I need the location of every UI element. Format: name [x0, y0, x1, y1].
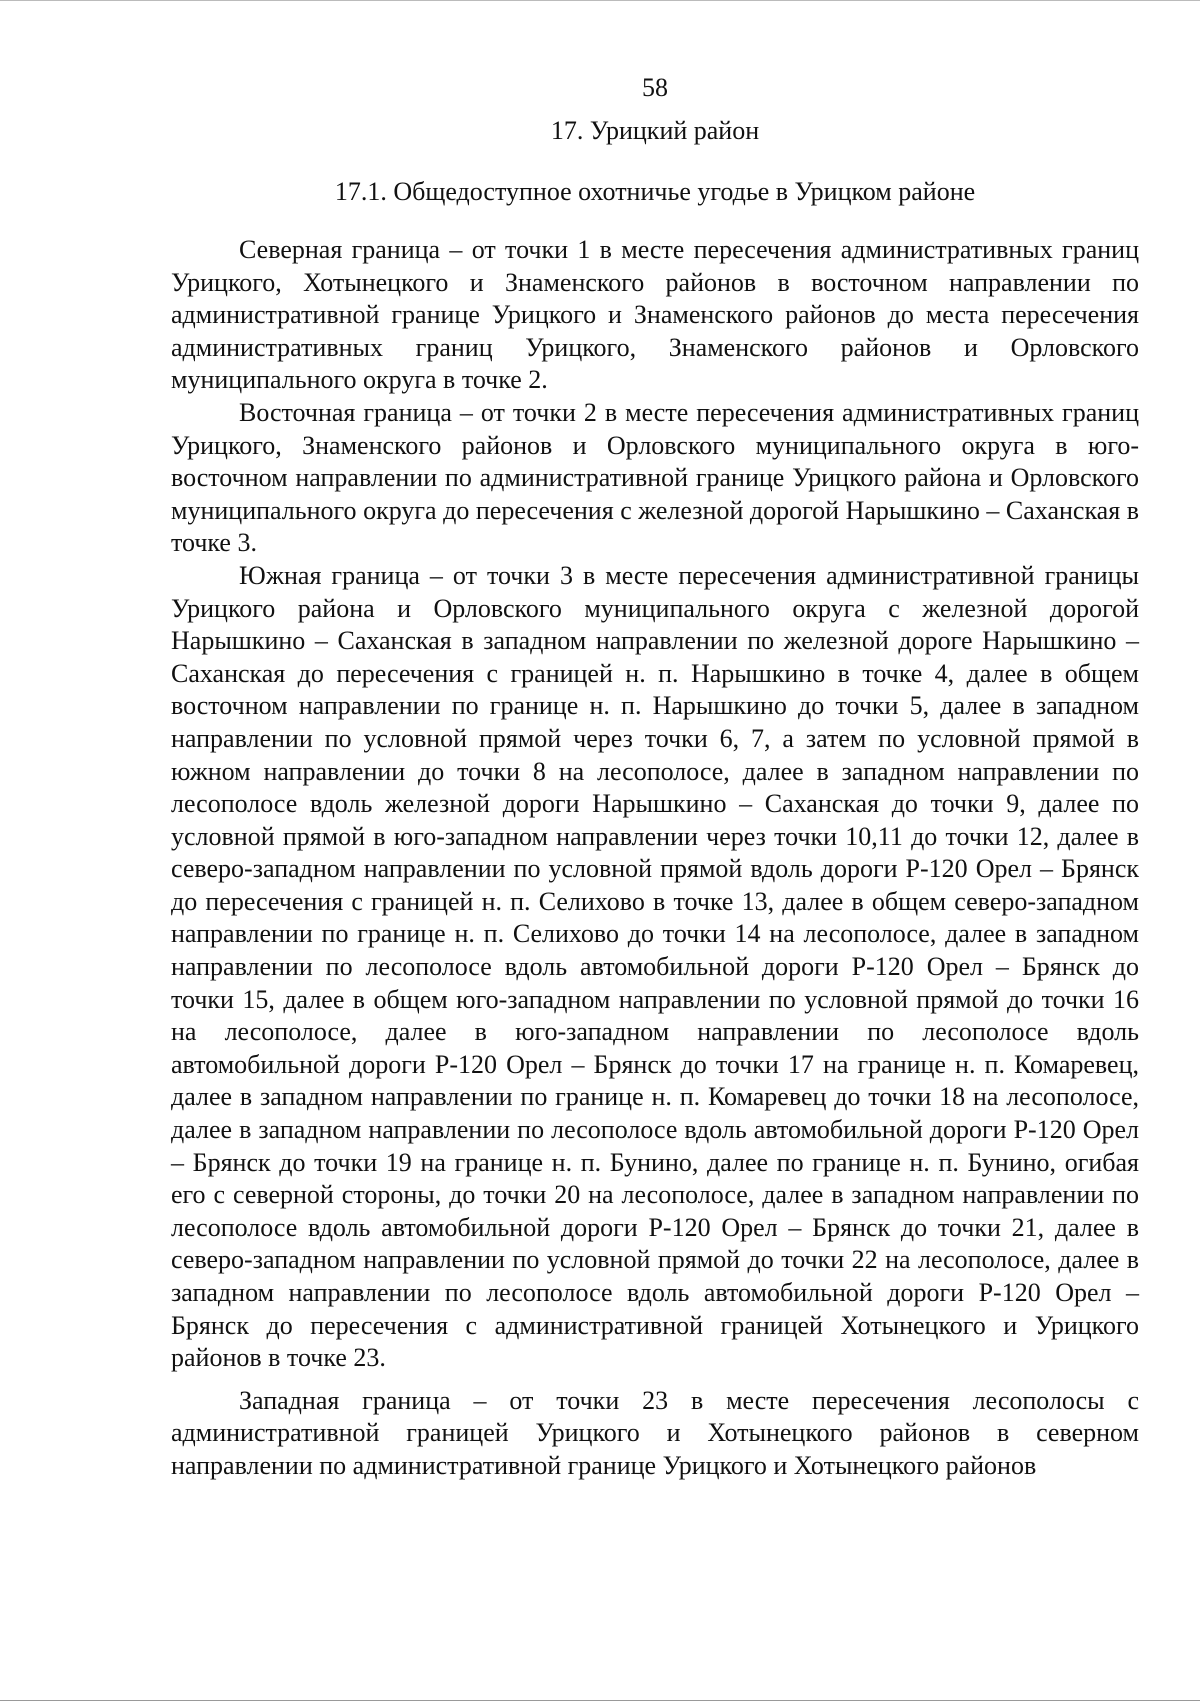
subsection-title: 17.1. Общедоступное охотничье угодье в Урицком районе: [334, 177, 976, 206]
section-title: 17. Урицкий район: [550, 116, 760, 145]
bottom-edge-rule: [0, 1700, 1200, 1701]
document-page: [171, 66, 1139, 1483]
page-number: 58: [642, 73, 668, 102]
paragraph-north-boundary: Северная граница – от точки 1 в месте пересечения административных границ Урицкого, Хотынецкого и Знаменского районов в восточном направлении по административной границе Урицкого и Знаменского районов до места пересечения административных границ Урицкого, Знаменского районов и Орловского муниципального округа в точке 2.: [171, 235, 1139, 395]
paragraph-east-boundary: Восточная граница – от точки 2 в месте пересечения административных границ Урицкого, Знаменского районов и Орловского муниципального округа в юго-восточном направлении по административной границе Урицкого района и Орловского муниципального округа до пересечения с железной дорогой Нарышкино – Саханская в точке 3.: [171, 397, 1139, 558]
paragraph-west-boundary: Западная граница – от точки 23 в месте пересечения лесополосы с административной границей Урицкого и Хотынецкого районов в северном направлении по административной границе Урицкого и Хотынецкого районов: [171, 1385, 1139, 1480]
paragraph-south-boundary: Южная граница – от точки 3 в месте пересечения административной границы Урицкого района и Орловского муниципального округа с железной дорогой Нарышкино – Саханская в западном направлении по железной дороге Нарышкино – Саханская до пересечения с границей н. п. Нарышкино в точке 4, далее в общем восточном направлении по границе н. п. Нарышкино до точки 5, далее в западном направлении по условной прямой через точки 6, 7, а затем по условной прямой в южном направлении до точки 8 на лесополосе, далее в западном направлении по лесополосе вдоль железной дороги Нарышкино – Саханская до точки 9, далее по условной прямой в юго-западном направлении через точки 10,11 до точки 12, далее в северо-западном направлении по условной прямой вдоль дороги Р-120 Орел – Брянск до пересечения с границей н. п. Селихово в точке 13, далее в общем северо-западном направлении по границе н. п. Селихово до точки 14 на лесополосе, далее в западном направлении по лесополосе вдоль автомобильной дороги Р-120 Орел – Брянск до точки 15, далее в общем юго-западном направлении по условной прямой до точки 16 на лесополосе, далее в юго-западном направлении по лесополосе вдоль автомобильной дороги Р-120 Орел – Брянск до точки 17 на границе н. п. Комаревец, далее в западном направлении по границе н. п. Комаревец до точки 18 на лесополосе, далее в западном направлении по лесополосе вдоль автомобильной дороги Р-120 Орел – Брянск до точки 19 на границе н. п. Бунино, далее по границе н. п. Бунино, огибая его с северной стороны, до точки 20 на лесополосе, далее в западном направлении по лесополосе вдоль автомобильной дороги Р-120 Орел – Брянск до точки 21, далее в северо-западном направлении по условной прямой до точки 22 на лесополосе, далее в западном направлении по лесополосе вдоль автомобильной дороги Р-120 Орел – Брянск до пересечения с административной границей Хотынецкого и Урицкого районов в точке 23.: [171, 560, 1139, 1373]
top-edge-rule: [0, 0, 1200, 1]
